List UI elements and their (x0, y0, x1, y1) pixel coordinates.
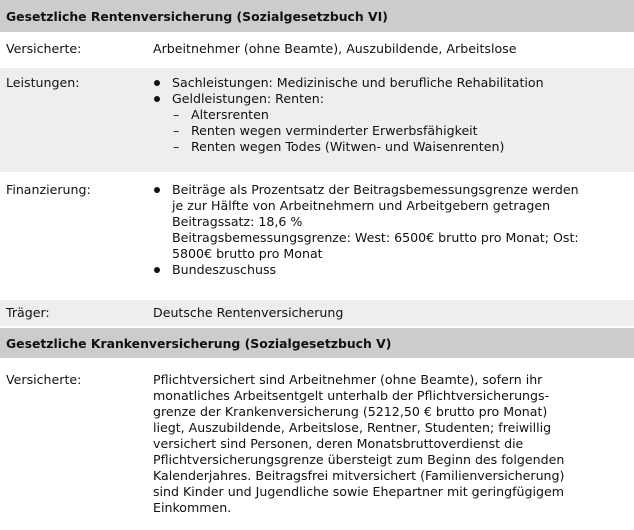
sub-list-item: – Altersrenten (172, 107, 626, 123)
text-line: 5800€ brutto pro Monat (172, 246, 323, 261)
row-label: Finanzierung: (6, 182, 91, 197)
row-value (153, 75, 634, 172)
text-line: Pflichtversicherungsgrenze übersteigt zum Beginn des folgenden (153, 452, 565, 467)
list-item (153, 91, 626, 155)
text-line: monatliches Arbeitsentgelt unterhalb der Pflichtversicherungs- (153, 388, 550, 403)
rentenversicherung-header: Gesetzliche Rentenversicherung (Sozialgesetzbuch VI) (0, 0, 634, 32)
text-line: je zur Hälfte von Arbeitnehmern und Arbeitgebern getragen (172, 198, 551, 213)
row-value: Arbeitnehmer (ohne Beamte), Auszubildende, Arbeitslose (153, 41, 517, 56)
row-label: Versicherte: (6, 372, 82, 387)
row-versicherte-kranken (0, 358, 634, 516)
row-label: Versicherte: (6, 41, 82, 56)
list-item (153, 182, 626, 262)
row-label: Träger: (6, 305, 50, 320)
leistungen-list (153, 75, 626, 155)
text-line: Beitragssatz: 18,6 % (172, 214, 303, 229)
row-label: Leistungen: (6, 75, 80, 90)
row-leistungen (0, 68, 634, 172)
text-line: Einkommen. (153, 500, 232, 515)
list-item: Sachleistungen: Medizinische und berufliche Rehabilitation (153, 75, 626, 91)
row-finanzierung (0, 174, 634, 298)
list-item-text: Geldleistungen: Renten: (172, 91, 325, 106)
renten-sublist (172, 107, 626, 155)
text-line: Pflichtversichert sind Arbeitnehmer (ohne Beamte), sofern ihr (153, 372, 543, 387)
list-item: Bundeszuschuss (153, 262, 626, 278)
row-value: Deutsche Rentenversicherung (153, 305, 344, 320)
row-traeger (0, 300, 634, 326)
text-line: liegt, Auszubildende, Arbeitslose, Rentner, Studenten; freiwillig (153, 420, 552, 435)
finanzierung-list (153, 182, 626, 278)
text-line: sind Kinder und Jugendliche sowie Ehepartner mit geringfügigem (153, 484, 564, 499)
text-line: Beiträge als Prozentsatz der Beitragsbemessungsgrenze werden (172, 182, 579, 197)
row-value (153, 182, 634, 298)
krankenversicherung-header: Gesetzliche Krankenversicherung (Sozialgesetzbuch V) (0, 328, 634, 358)
text-line: grenze der Krankenversicherung (5212,50 € brutto pro Monat) (153, 404, 548, 419)
text-line: Kalenderjahres. Beitragsfrei mitversichert (Familienversicherung) (153, 468, 565, 483)
text-line: versichert sind Personen, deren Monatsbruttoverdienst die (153, 436, 524, 451)
sub-list-item: – Renten wegen Todes (Witwen- und Waisenrenten) (172, 139, 626, 155)
row-value (153, 372, 634, 516)
sub-list-item: – Renten wegen verminderter Erwerbsfähigkeit (172, 123, 626, 139)
text-line: Beitragsbemessungsgrenze: West: 6500€ brutto pro Monat; Ost: (172, 230, 579, 245)
row-versicherte-rente (0, 32, 634, 66)
